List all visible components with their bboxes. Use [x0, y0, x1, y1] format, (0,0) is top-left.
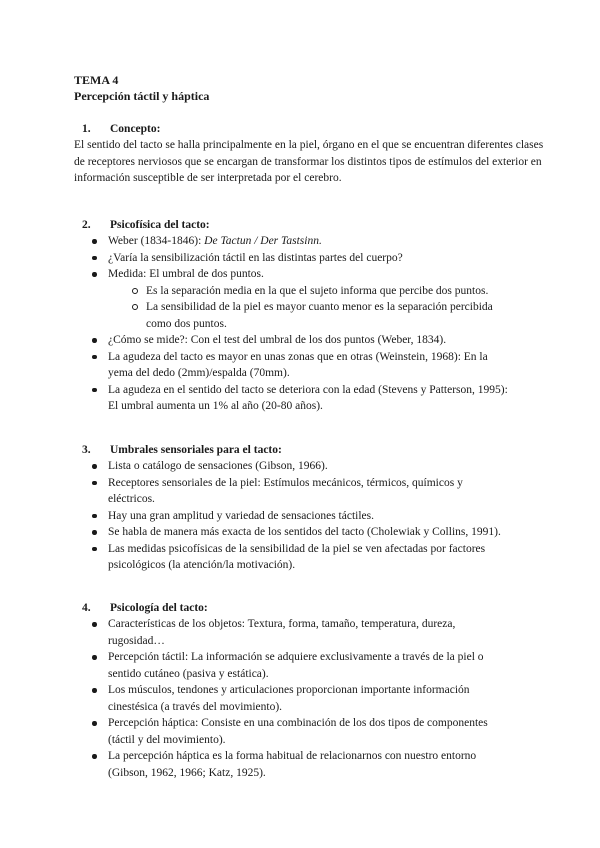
section-2-heading [82, 217, 210, 234]
list-item [92, 349, 512, 382]
section-4-heading [82, 600, 208, 617]
list-item: Percepción háptica: Consiste en una combinación de los dos tipos de componentes (táctil y del movimiento). [92, 715, 512, 748]
sub-list-item: La sensibilidad de la piel es mayor cuanto menor es la separación percibida como dos puntos. [132, 299, 512, 332]
list-item [92, 382, 512, 415]
list-item-text: ¿Varía la sensibilización táctil en las distintas partes del cuerpo? [108, 251, 403, 264]
section-title: Psicofísica del tacto: [110, 219, 210, 231]
section-number: 1. [82, 123, 91, 135]
list-item [92, 266, 512, 332]
page-title: TEMA 4 [74, 73, 119, 87]
list-item: Los músculos, tendones y articulaciones proporcionan importante información cinestésica (a través del movimiento). [92, 682, 512, 715]
section-3-list [92, 458, 512, 574]
list-item: Lista o catálogo de sensaciones (Gibson, 1966). [92, 458, 512, 475]
section-number: 4. [82, 602, 91, 614]
list-item: Hay una gran amplitud y variedad de sensaciones táctiles. [92, 508, 512, 525]
section-3-heading [82, 442, 282, 459]
section-number: 2. [82, 219, 91, 231]
list-item: La percepción háptica es la forma habitual de relacionarnos con nuestro entorno (Gibson, 1962, 1966; Katz, 1925). [92, 748, 512, 781]
list-item [92, 332, 512, 349]
section-title: Psicología del tacto: [110, 602, 208, 614]
list-item [92, 233, 512, 250]
page-subtitle: Percepción táctil y háptica [74, 89, 210, 103]
list-item-text: Medida: El umbral de dos puntos. [108, 268, 264, 280]
list-item-text: ¿Cómo se mide?: Con el test del umbral de los dos puntos (Weber, 1834). [108, 334, 447, 346]
section-2-list [92, 233, 512, 415]
list-item-text: Weber (1834-1846): [108, 235, 205, 247]
list-item: Características de los objetos: Textura, forma, tamaño, temperatura, dureza, rugosidad… [92, 616, 512, 649]
list-item-text: La agudeza en el sentido del tacto se deteriora con la edad (Stevens y Patterson, 1995): El umbral aumenta un 1% al año (20-80 años). [108, 383, 508, 412]
list-item-text: La agudeza del tacto es mayor en unas zonas que en otras (Weinstein, 1968): En la yema del dedo (2mm)/espalda (70mm). [108, 350, 488, 379]
section-1-heading [82, 121, 160, 138]
section-title: Concepto: [110, 123, 161, 135]
list-item: Percepción táctil: La información se adquiere exclusivamente a través de la piel o sentido cutáneo (pasiva y estática). [92, 649, 512, 682]
list-item: Receptores sensoriales de la piel: Estímulos mecánicos, térmicos, químicos y eléctricos. [92, 475, 512, 508]
list-item: Las medidas psicofísicas de la sensibilidad de la piel se ven afectadas por factores psicológicos (la atención/la motivación). [92, 541, 512, 574]
section-1-paragraph: El sentido del tacto se halla principalmente en la piel, órgano en el que se encuentran diferentes clases de receptores nerviosos que se encargan de transformar los distintos tipos de estímulos del exterior en información susceptible de ser interpretada por el cerebro. [74, 139, 544, 184]
sub-list [132, 283, 512, 333]
section-title: Umbrales sensoriales para el tacto: [110, 444, 282, 456]
sub-list-item: Es la separación media en la que el sujeto informa que percibe dos puntos. [132, 283, 512, 300]
section-number: 3. [82, 444, 91, 456]
section-4-list [92, 616, 512, 781]
list-item: Se habla de manera más exacta de los sentidos del tacto (Cholewiak y Collins, 1991). [92, 524, 512, 541]
list-item [92, 250, 512, 267]
work-title: De Tactun / Der Tastsinn. [204, 235, 322, 247]
